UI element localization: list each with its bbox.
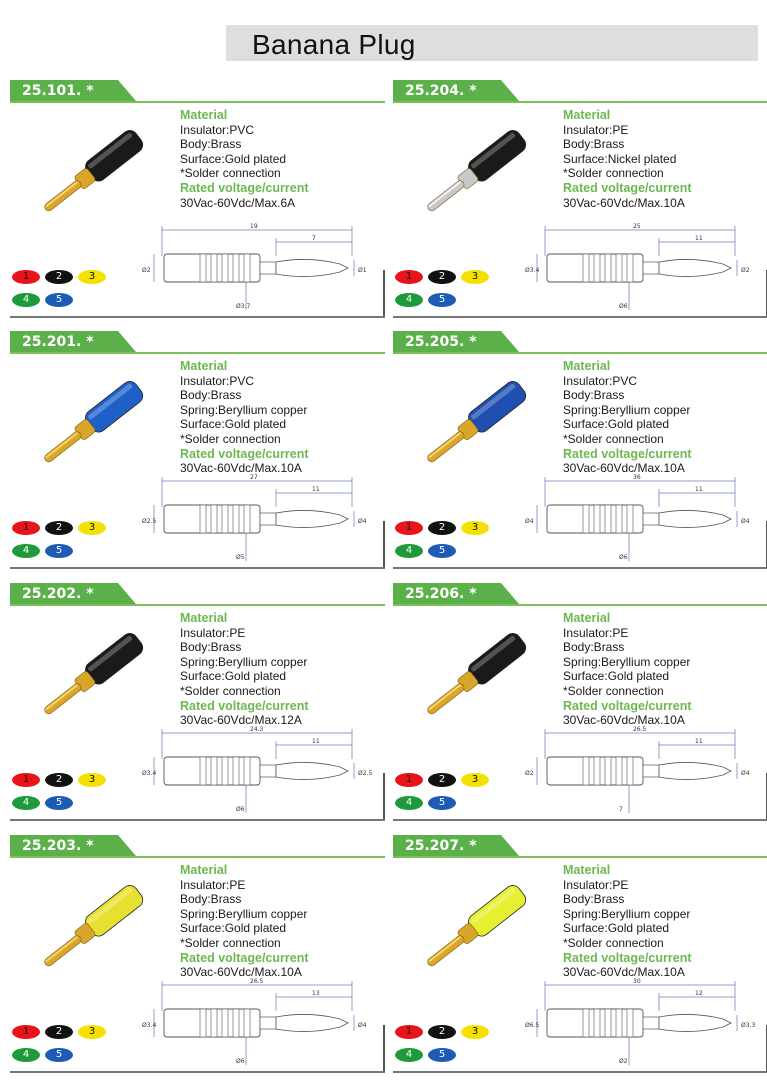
color-option-5[interactable]: 5: [45, 1048, 73, 1062]
color-option-1[interactable]: 1: [12, 773, 40, 787]
rated-heading: Rated voltage/current: [180, 950, 309, 965]
body-text: Body:Brass: [180, 640, 242, 655]
body-text: Body:Brass: [180, 892, 242, 907]
body-text: Body:Brass: [180, 137, 242, 152]
spec-block: [180, 108, 309, 210]
color-option-3[interactable]: 3: [461, 270, 489, 284]
spring-text: Spring:Beryllium copper: [180, 906, 308, 921]
surface-text: Surface:Gold plated: [563, 921, 670, 936]
color-option-2[interactable]: 2: [45, 1025, 73, 1039]
color-option-1[interactable]: 1: [395, 773, 423, 787]
spec-block: [563, 108, 692, 210]
technical-drawing: [140, 719, 380, 819]
color-option-4[interactable]: 4: [12, 1048, 40, 1062]
color-option-2[interactable]: 2: [428, 270, 456, 284]
body-text: Body:Brass: [563, 892, 625, 907]
color-option-1[interactable]: 1: [12, 270, 40, 284]
color-option-3[interactable]: 3: [78, 773, 106, 787]
rated-heading: Rated voltage/current: [180, 446, 309, 461]
product-code-tag: [10, 835, 140, 857]
side-rule: [383, 270, 385, 318]
product-code: 25.205. *: [405, 334, 477, 350]
product-code-tag: [10, 583, 140, 605]
product-code-tag: [393, 583, 523, 605]
color-option-5[interactable]: 5: [428, 293, 456, 307]
product-photo: [401, 619, 551, 729]
product-photo: [18, 871, 168, 981]
bottom-rule: [10, 1071, 385, 1073]
technical-drawing: [140, 971, 380, 1071]
dim-grip-dia: Ø5: [236, 554, 245, 561]
product-code: 25.204. *: [405, 83, 477, 99]
dim-body-dia: Ø2: [142, 267, 151, 274]
spring-text: Spring:Beryllium copper: [563, 654, 691, 669]
spring-text: Spring:Beryllium copper: [563, 402, 691, 417]
solder-text: *Solder connection: [563, 683, 664, 698]
insulator-text: Insulator:PE: [180, 625, 246, 640]
product-photo: [401, 871, 551, 981]
body-text: Body:Brass: [563, 388, 625, 403]
solder-text: *Solder connection: [563, 431, 664, 446]
dim-body-dia: Ø6.5: [525, 1022, 540, 1029]
color-option-5[interactable]: 5: [45, 544, 73, 558]
dim-tip: 11: [312, 486, 320, 493]
dim-tip-dia: Ø4: [358, 518, 367, 525]
spring-text: Spring:Beryllium copper: [563, 906, 691, 921]
body-text: Body:Brass: [563, 137, 625, 152]
product-code-tag: [393, 80, 523, 102]
spec-block: [180, 611, 309, 728]
material-heading: Material: [180, 611, 228, 625]
dim-tip-dia: Ø4: [358, 1022, 367, 1029]
technical-drawing: [523, 216, 763, 316]
insulator-text: Insulator:PE: [563, 122, 629, 137]
dim-tip-dia: Ø2.5: [358, 770, 373, 777]
insulator-text: Insulator:PE: [563, 625, 629, 640]
rating-text: 30Vac-60Vdc/Max.10A: [563, 461, 685, 476]
dim-total: 26.5: [250, 978, 264, 985]
spring-text: Spring:Beryllium copper: [180, 654, 308, 669]
product-card: [393, 583, 767, 821]
insulator-text: Insulator:PE: [180, 877, 246, 892]
dim-tip: 12: [695, 990, 703, 997]
dim-grip-dia: Ø6: [236, 806, 245, 813]
material-heading: Material: [563, 611, 611, 625]
rated-heading: Rated voltage/current: [180, 698, 309, 713]
product-code: 25.206. *: [405, 586, 477, 602]
rating-text: 30Vac-60Vdc/Max.10A: [563, 713, 685, 728]
product-code: 25.201. *: [22, 334, 94, 350]
rating-text: 30Vac-60Vdc/Max.10A: [563, 195, 685, 210]
bottom-rule: [393, 316, 767, 318]
dim-total: 30: [633, 978, 641, 985]
dim-tip: 11: [695, 235, 703, 242]
product-card: [393, 80, 767, 318]
bottom-rule: [393, 1071, 767, 1073]
product-code: 25.202. *: [22, 586, 94, 602]
dim-total: 36: [633, 474, 641, 481]
dim-total: 25: [633, 223, 641, 230]
body-text: Body:Brass: [563, 640, 625, 655]
spring-text: Spring:Beryllium copper: [180, 402, 308, 417]
dim-total: 24.3: [250, 726, 264, 733]
spec-block: [180, 863, 309, 980]
solder-text: *Solder connection: [180, 431, 281, 446]
color-option-4[interactable]: 4: [395, 796, 423, 810]
product-card: [10, 331, 385, 569]
body-text: Body:Brass: [180, 388, 242, 403]
color-option-2[interactable]: 2: [45, 270, 73, 284]
rated-heading: Rated voltage/current: [563, 698, 692, 713]
material-heading: Material: [563, 108, 611, 122]
header-rule: [10, 604, 385, 606]
product-photo: [401, 367, 551, 477]
product-card: [10, 835, 385, 1073]
color-option-4[interactable]: 4: [395, 544, 423, 558]
dim-grip-dia: Ø6: [619, 303, 628, 310]
color-option-3[interactable]: 3: [78, 521, 106, 535]
color-option-4[interactable]: 4: [12, 293, 40, 307]
technical-drawing: [140, 467, 380, 567]
dim-body-dia: Ø2.5: [142, 518, 157, 525]
product-card: [393, 331, 767, 569]
technical-drawing: [523, 971, 763, 1071]
product-code-tag: [10, 331, 140, 353]
insulator-text: Insulator:PVC: [180, 122, 255, 137]
color-option-4[interactable]: 4: [12, 796, 40, 810]
rating-text: 30Vac-60Vdc/Max.10A: [563, 965, 685, 980]
solder-text: *Solder connection: [563, 935, 664, 950]
dim-tip: 11: [695, 738, 703, 745]
dim-body-dia: Ø2: [525, 770, 534, 777]
header-rule: [393, 856, 767, 858]
product-code-tag: [393, 835, 523, 857]
spec-block: [180, 359, 309, 476]
color-option-2[interactable]: 2: [45, 521, 73, 535]
rated-heading: Rated voltage/current: [180, 180, 309, 195]
dim-tip: 13: [312, 990, 320, 997]
dim-total: 19: [250, 223, 258, 230]
color-option-3[interactable]: 3: [461, 521, 489, 535]
color-option-5[interactable]: 5: [45, 796, 73, 810]
color-option-3[interactable]: 3: [461, 1025, 489, 1039]
product-code-tag: [10, 80, 140, 102]
product-card: [10, 80, 385, 318]
color-option-5[interactable]: 5: [45, 293, 73, 307]
product-code: 25.203. *: [22, 838, 94, 854]
color-option-5[interactable]: 5: [428, 796, 456, 810]
dim-grip-dia: Ø3.7: [236, 303, 251, 310]
insulator-text: Insulator:PVC: [180, 373, 255, 388]
solder-text: *Solder connection: [563, 166, 664, 181]
color-option-1[interactable]: 1: [395, 521, 423, 535]
color-option-5[interactable]: 5: [428, 1048, 456, 1062]
header-rule: [10, 101, 385, 103]
header-rule: [10, 856, 385, 858]
color-option-2[interactable]: 2: [428, 521, 456, 535]
header-rule: [393, 101, 767, 103]
dim-grip-dia: Ø2: [619, 1058, 628, 1065]
color-option-3[interactable]: 3: [78, 1025, 106, 1039]
product-code: 25.101. *: [22, 83, 94, 99]
rating-text: 30Vac-60Vdc/Max.12A: [180, 713, 302, 728]
color-option-2[interactable]: 2: [428, 773, 456, 787]
color-option-5[interactable]: 5: [428, 544, 456, 558]
product-card: [393, 835, 767, 1073]
side-rule: [383, 521, 385, 569]
solder-text: *Solder connection: [180, 683, 281, 698]
color-option-3[interactable]: 3: [78, 270, 106, 284]
bottom-rule: [393, 567, 767, 569]
surface-text: Surface:Gold plated: [563, 669, 670, 684]
dim-total: 27: [250, 474, 258, 481]
dim-tip: 11: [695, 486, 703, 493]
spec-block: [563, 863, 692, 980]
bottom-rule: [10, 567, 385, 569]
rated-heading: Rated voltage/current: [563, 446, 692, 461]
product-photo: [18, 116, 168, 226]
dim-tip-dia: Ø4: [741, 770, 750, 777]
color-option-1[interactable]: 1: [12, 521, 40, 535]
color-option-2[interactable]: 2: [428, 1025, 456, 1039]
technical-drawing: [523, 467, 763, 567]
dim-grip-dia: Ø6: [236, 1058, 245, 1065]
surface-text: Surface:Gold plated: [180, 151, 287, 166]
rated-heading: Rated voltage/current: [563, 950, 692, 965]
rated-heading: Rated voltage/current: [563, 180, 692, 195]
product-code-tag: [393, 331, 523, 353]
header-rule: [10, 352, 385, 354]
color-option-1[interactable]: 1: [12, 1025, 40, 1039]
rating-text: 30Vac-60Vdc/Max.10A: [180, 461, 302, 476]
material-heading: Material: [180, 108, 228, 122]
material-heading: Material: [180, 359, 228, 373]
dim-tip-dia: Ø1: [358, 267, 367, 274]
side-rule: [383, 773, 385, 821]
dim-tip: 11: [312, 738, 320, 745]
material-heading: Material: [563, 863, 611, 877]
technical-drawing: [140, 216, 380, 316]
rating-text: 30Vac-60Vdc/Max.6A: [180, 195, 296, 210]
color-option-1[interactable]: 1: [395, 270, 423, 284]
bottom-rule: [10, 819, 385, 821]
color-option-4[interactable]: 4: [12, 544, 40, 558]
color-option-4[interactable]: 4: [395, 293, 423, 307]
technical-drawing: [523, 719, 763, 819]
dim-tip-dia: Ø4: [741, 518, 750, 525]
page-title: Banana Plug: [252, 29, 416, 60]
material-heading: Material: [563, 359, 611, 373]
color-option-4[interactable]: 4: [395, 1048, 423, 1062]
header-rule: [393, 604, 767, 606]
surface-text: Surface:Gold plated: [563, 417, 670, 432]
solder-text: *Solder connection: [180, 935, 281, 950]
dim-body-dia: Ø3.4: [142, 770, 157, 777]
dim-body-dia: Ø3.4: [525, 267, 540, 274]
dim-tip-dia: Ø2: [741, 267, 750, 274]
dim-body-dia: Ø3.4: [142, 1022, 157, 1029]
solder-text: *Solder connection: [180, 166, 281, 181]
dim-tip-dia: Ø3.3: [741, 1022, 756, 1029]
dim-body-dia: Ø4: [525, 518, 534, 525]
dim-tip: 7: [312, 235, 316, 242]
dim-grip-dia: 7: [619, 806, 623, 813]
header-rule: [393, 352, 767, 354]
side-rule: [383, 1025, 385, 1073]
bottom-rule: [393, 819, 767, 821]
dim-total: 26.5: [633, 726, 647, 733]
product-photo: [18, 619, 168, 729]
surface-text: Surface:Nickel plated: [563, 151, 677, 166]
spec-block: [563, 611, 692, 728]
surface-text: Surface:Gold plated: [180, 669, 287, 684]
color-option-2[interactable]: 2: [45, 773, 73, 787]
product-photo: [401, 116, 551, 226]
color-option-3[interactable]: 3: [461, 773, 489, 787]
bottom-rule: [10, 316, 385, 318]
rating-text: 30Vac-60Vdc/Max.10A: [180, 965, 302, 980]
dim-grip-dia: Ø6: [619, 554, 628, 561]
color-option-1[interactable]: 1: [395, 1025, 423, 1039]
surface-text: Surface:Gold plated: [180, 417, 287, 432]
material-heading: Material: [180, 863, 228, 877]
insulator-text: Insulator:PE: [563, 877, 629, 892]
surface-text: Surface:Gold plated: [180, 921, 287, 936]
spec-block: [563, 359, 692, 476]
insulator-text: Insulator:PVC: [563, 373, 638, 388]
product-photo: [18, 367, 168, 477]
product-card: [10, 583, 385, 821]
product-code: 25.207. *: [405, 838, 477, 854]
